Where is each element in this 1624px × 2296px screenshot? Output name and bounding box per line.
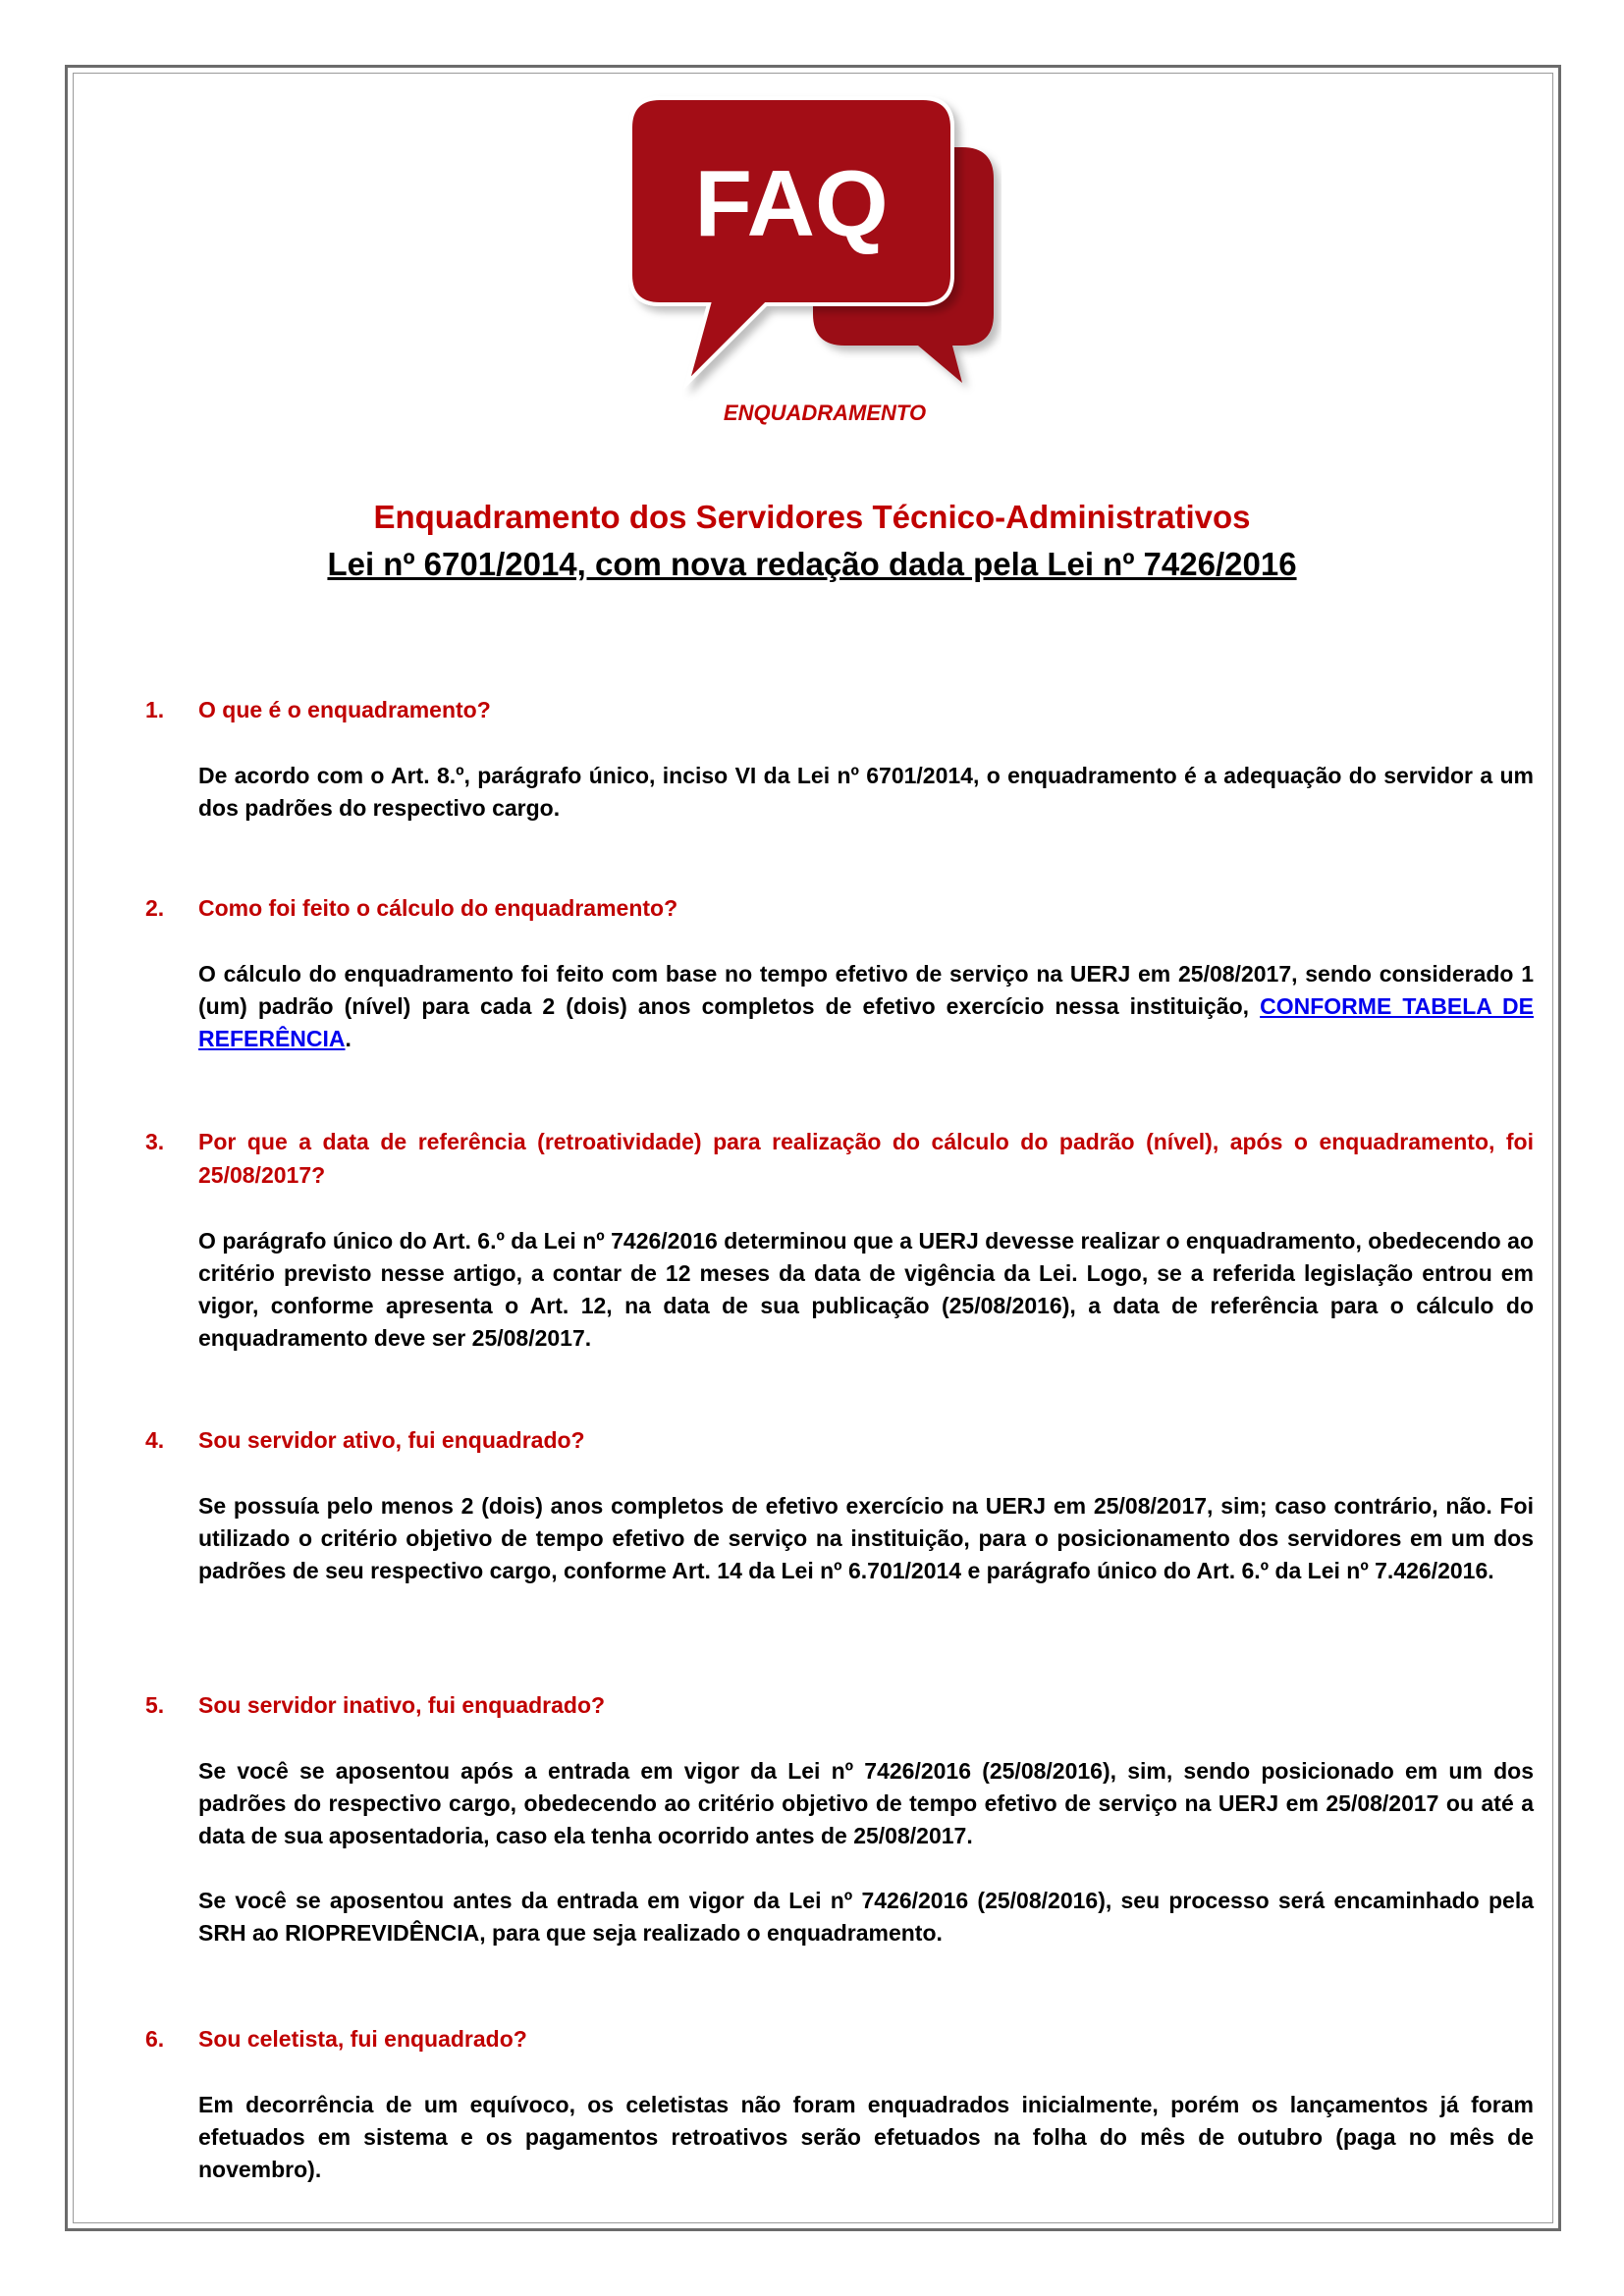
- faq-question-text: Por que a data de referência (retroatividade) para realização do cálculo do padrão (nível), após o enquadramento, foi 25/08/2017?: [198, 1129, 1534, 1188]
- faq-question: [145, 693, 1534, 726]
- faq-question: [145, 1125, 1534, 1192]
- faq-item-5: [145, 1688, 1534, 1949]
- faq-question-text: O que é o enquadramento?: [198, 697, 491, 722]
- faq-item-6: [145, 2022, 1534, 2186]
- faq-answer: Se possuía pelo menos 2 (dois) anos completos de efetivo exercício na UERJ em 25/08/2017, sim; caso contrário, não. Foi utilizado o critério objetivo de tempo efetivo de serviço na instituição, para o posicionamento dos servidores em um dos padrões de seu respectivo cargo, conforme Art. 14 da Lei nº 6.701/2014 e parágrafo único do Art. 6.º da Lei nº 7.426/2016.: [198, 1493, 1534, 1583]
- faq-logo-text: FAQ: [694, 151, 889, 256]
- faq-answer: [198, 958, 1534, 1055]
- faq-answer: O parágrafo único do Art. 6.º da Lei nº 7426/2016 determinou que a UERJ devesse realizar o enquadramento, obedecendo ao critério previsto nesse artigo, a contar de 12 meses da data de vigência da Lei. Logo, se a referida legislação entrou em vigor, conforme apresenta o Art. 12, na data de sua publicação (25/08/2016), a data de referência para o cálculo do enquadramento deve ser 25/08/2017.: [198, 1228, 1534, 1351]
- faq-number: 2.: [145, 895, 165, 921]
- faq-logo: [628, 88, 1001, 442]
- faq-answer-paragraph-2: Se você se aposentou antes da entrada em vigor da Lei nº 7426/2016 (25/08/2016), seu processo será encaminhado pela SRH ao RIOPREVIDÊNCIA, para que seja realizado o enquadramento.: [198, 1888, 1534, 1946]
- page-subtitle: Lei nº 6701/2014, com nova redação dada pela Lei nº 7426/2016: [327, 546, 1297, 582]
- faq-number: 4.: [145, 1427, 165, 1453]
- faq-number: 5.: [145, 1692, 165, 1718]
- faq-item-2: [145, 891, 1534, 1055]
- faq-number: 6.: [145, 2026, 165, 2052]
- faq-item-1: [145, 693, 1534, 825]
- logo-caption: ENQUADRAMENTO: [723, 400, 927, 425]
- reference-table-link[interactable]: CONFORME TABELA DE REFERÊNCIA: [198, 993, 1535, 1051]
- page-title: Enquadramento dos Servidores Técnico-Administrativos: [373, 499, 1251, 535]
- faq-answer: Se você se aposentou após a entrada em vigor da Lei nº 7426/2016 (25/08/2016), sim, sendo posicionado em um dos padrões do respectivo cargo, obedecendo ao critério objetivo de tempo efetivo de serviço na UERJ em 25/08/2017 ou até a data de sua aposentadoria, caso ela tenha ocorrido antes de 25/08/2017.: [198, 1758, 1534, 1848]
- faq-question-text: Sou celetista, fui enquadrado?: [198, 2026, 527, 2052]
- faq-answer: De acordo com o Art. 8.º, parágrafo único, inciso VI da Lei nº 6701/2014, o enquadramento é a adequação do servidor a um dos padrões do respectivo cargo.: [198, 763, 1534, 821]
- faq-question: [145, 891, 1534, 925]
- faq-question-text: Sou servidor inativo, fui enquadrado?: [198, 1692, 606, 1718]
- faq-question: [145, 1688, 1534, 1722]
- faq-item-3: [145, 1125, 1534, 1355]
- faq-number: 3.: [145, 1129, 165, 1154]
- faq-question: [145, 1423, 1534, 1457]
- faq-answer: Em decorrência de um equívoco, os celetistas não foram enquadrados inicialmente, porém os lançamentos já foram efetuados em sistema e os pagamentos retroativos serão efetuados na folha do mês de outubro (paga no mês de novembro).: [198, 2092, 1534, 2182]
- faq-answer-text: O cálculo do enquadramento foi feito com base no tempo efetivo de serviço na UERJ em 25/08/2017, sendo considerado 1 (um) padrão (nível) para cada 2 (dois) anos completos de efetivo exercício nessa instituição,: [198, 961, 1534, 1019]
- faq-answer-end: .: [345, 1026, 352, 1051]
- faq-number: 1.: [145, 697, 165, 722]
- faq-item-4: [145, 1423, 1534, 1587]
- faq-question-text: Sou servidor ativo, fui enquadrado?: [198, 1427, 585, 1453]
- faq-question: [145, 2022, 1534, 2056]
- faq-question-text: Como foi feito o cálculo do enquadramento?: [198, 895, 678, 921]
